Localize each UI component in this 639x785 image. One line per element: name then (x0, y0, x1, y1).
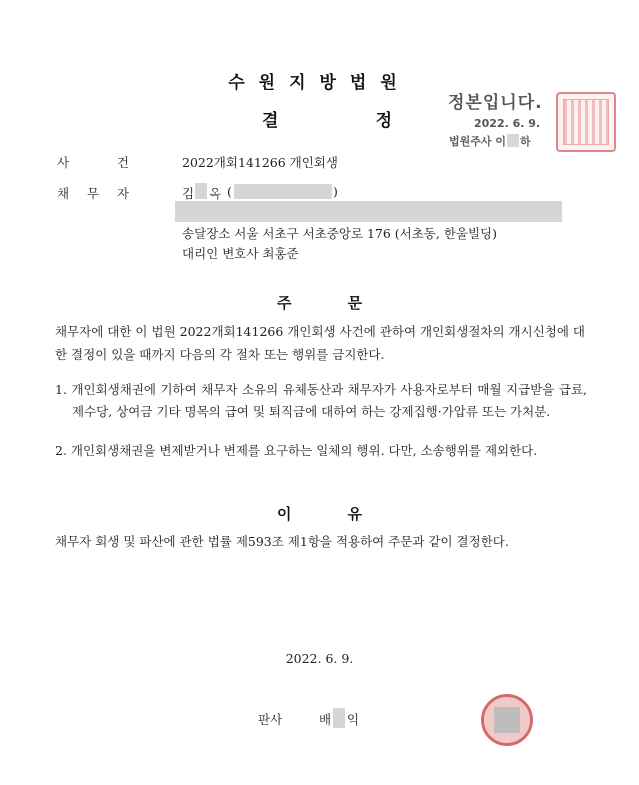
case-number: 2022개회141266 개인회생 (182, 155, 338, 170)
order-item-2: 2. 개인회생채권을 변제받거나 변제를 요구하는 일체의 행위. 다만, 소송행위를 제외한다. (55, 443, 538, 458)
certifying-clerk (449, 133, 531, 149)
debtor-label: 채 무 자 (57, 186, 129, 201)
redacted-address (175, 201, 562, 222)
debtor-name-last: 옥 (209, 186, 222, 201)
debtor-name-first: 김 (182, 186, 195, 201)
redaction-box (507, 134, 519, 147)
paren-open: ( (227, 184, 232, 199)
document-type-char-1: 결 (262, 111, 279, 131)
order-item-1: 1. 개인회생채권에 기하여 채무자 소유의 유체동산과 채무자가 사용자로부터 매월 지급받을 급료, 제수당, 상여금 기타 명목의 급여 및 퇴직금에 대하여 하는 강제집행·가압류 또는 가처분. (55, 382, 587, 419)
order-intro: 채무자에 대한 이 법원 2022개회141266 개인회생 사건에 관하여 개인회생절차의 개시신청에 대한 결정이 있을 때까지 다음의 각 절차 또는 행위를 금지한다. (55, 324, 585, 362)
judge-seal-icon (481, 694, 533, 746)
service-address: 송달장소 서울 서초구 서초중앙로 176 (서초동, 한울빌딩) (182, 226, 498, 241)
redaction-box (234, 184, 332, 199)
judge-title: 판사 (258, 712, 283, 727)
case-label: 사 건 (57, 155, 129, 170)
document-type-char-2: 정 (375, 111, 392, 131)
decision-date: 2022. 6. 9. (285, 651, 354, 666)
reason-text: 채무자 회생 및 파산에 관한 법률 제593조 제1항을 적용하여 주문과 같이 결정한다. (55, 534, 509, 549)
paren-close: ) (333, 184, 338, 199)
clerk-title-name: 법원주사 이 (449, 135, 506, 148)
reason-heading: 이 유 (277, 505, 362, 523)
document-type (262, 106, 392, 131)
redaction-box (195, 183, 207, 199)
clerk-name-end: 하 (519, 135, 531, 148)
certified-date: 2022. 6. 9. (474, 117, 541, 130)
redaction-box (333, 708, 345, 728)
judge-name-first: 배 (319, 712, 332, 727)
court-name: 수원지방법원 (228, 73, 411, 93)
order-heading: 주 문 (277, 294, 362, 312)
judge-name-last: 익 (347, 712, 360, 727)
attorney: 대리인 변호사 최홍준 (182, 246, 299, 261)
certified-copy-stamp: 정본입니다. (448, 93, 543, 113)
court-seal-icon (556, 92, 616, 152)
